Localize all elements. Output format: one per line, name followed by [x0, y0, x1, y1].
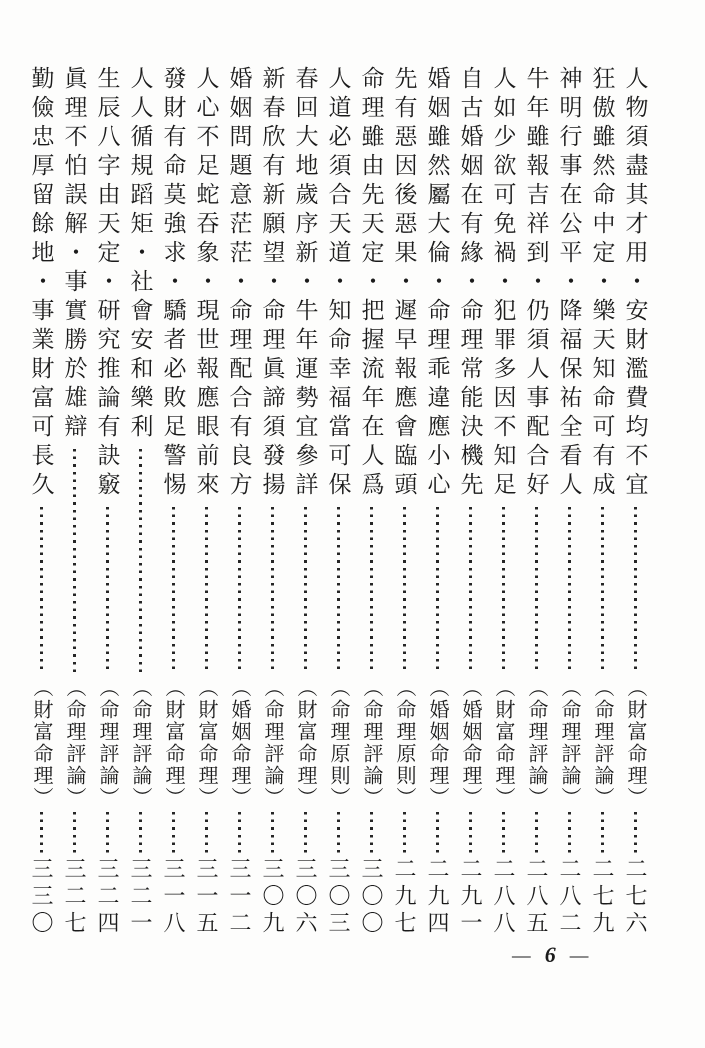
toc-entry [455, 66, 485, 938]
toc-entry [389, 66, 419, 938]
toc-entry-category: （財富命理） [162, 677, 184, 809]
toc-entry-page-number: 二八八 [491, 857, 516, 938]
toc-entry-category: （命理評論） [96, 677, 118, 809]
toc-entry-page-number: 二九四 [425, 857, 450, 938]
toc-entry [554, 66, 584, 938]
footer-page-number: 6 [544, 942, 556, 967]
toc-entry-category: （命理評論） [261, 677, 283, 809]
toc-entry-category: （命理評論） [591, 677, 613, 809]
toc-entry-page-number: 三二七 [62, 857, 87, 938]
toc-entry-title: 發財有命莫強求・驕者必敗足警惕 [160, 66, 186, 501]
toc-entry-page-number: 三一八 [161, 857, 186, 938]
toc-entry-category: （命理原則） [327, 677, 349, 809]
dotted-leader [304, 507, 307, 674]
toc-entry-page-number: 三〇〇 [359, 857, 384, 938]
dotted-leader [106, 812, 109, 854]
dotted-leader [337, 812, 340, 854]
dotted-leader [238, 812, 241, 854]
toc-entry-page-number: 二九七 [392, 857, 417, 938]
toc-entry-title: 生辰八字由天定・研究推論有訣竅 [94, 66, 120, 501]
toc-entry-category: （婚姻命理） [228, 677, 250, 809]
toc-entry-page-number: 二九一 [458, 857, 483, 938]
dotted-leader [370, 507, 373, 674]
toc-entry-title: 眞理不怕誤解・事實勝於雄辯 [61, 66, 87, 443]
toc-entry [158, 66, 188, 938]
page-number-footer [512, 942, 588, 968]
dotted-leader [568, 812, 571, 854]
toc-entry [191, 66, 221, 938]
toc-entry-category: （命理原則） [393, 677, 415, 809]
dotted-leader [436, 812, 439, 854]
dotted-leader [172, 812, 175, 854]
toc-entry-title: 新春欣有新願望・命理眞諦須發揚 [259, 66, 285, 501]
toc-entry [323, 66, 353, 938]
toc-entry-category: （財富命理） [492, 677, 514, 809]
dotted-leader [436, 507, 439, 674]
toc-entry-title: 人人循規蹈矩・社會安和樂利 [127, 66, 153, 443]
toc-entry-page-number: 三〇六 [293, 857, 318, 938]
toc-entry [257, 66, 287, 938]
toc-entry-page-number: 二八五 [524, 857, 549, 938]
toc-entry-category: （財富命理） [30, 677, 52, 809]
toc-entry-title: 人如少欲可免禍・犯罪多因不知足 [490, 66, 516, 501]
dotted-leader [205, 812, 208, 854]
dotted-leader [40, 812, 43, 854]
dotted-leader [634, 812, 637, 854]
toc-entry [488, 66, 518, 938]
toc-entry-page-number: 三一五 [194, 857, 219, 938]
dotted-leader [106, 507, 109, 674]
toc-entry-title: 牛年雖報吉祥到・仍須人事配合好 [523, 66, 549, 501]
dotted-leader [502, 507, 505, 674]
dotted-leader [271, 507, 274, 674]
toc-entry [26, 66, 56, 938]
toc-entry-page-number: 二七六 [623, 857, 648, 938]
toc-entry-page-number: 三三〇 [29, 857, 54, 938]
toc-entry-title: 春回大地歲序新・牛年運勢宜參詳 [292, 66, 318, 501]
dotted-leader [403, 507, 406, 674]
toc-entry-title: 人心不足蛇吞象・現世報應眼前來 [193, 66, 219, 501]
dotted-leader [634, 507, 637, 674]
dotted-leader [535, 812, 538, 854]
toc-entry-title: 人道必須合天道・知命幸福當可保 [325, 66, 351, 501]
toc-entry [356, 66, 386, 938]
dotted-leader [469, 812, 472, 854]
dotted-leader [601, 507, 604, 674]
toc-entry [521, 66, 551, 938]
dotted-leader [73, 812, 76, 854]
toc-entry [92, 66, 122, 938]
toc-entry-title: 神明行事在公平・降福保祐全看人 [556, 66, 582, 501]
toc-entry-title: 婚姻問題意茫茫・命理配合有良方 [226, 66, 252, 501]
dotted-leader [535, 507, 538, 674]
toc-entry-category: （命理評論） [525, 677, 547, 809]
dotted-leader [238, 507, 241, 674]
toc-entry-page-number: 三〇九 [260, 857, 285, 938]
toc-entry [125, 66, 155, 938]
dotted-leader [601, 812, 604, 854]
toc-entry-category: （婚姻命理） [459, 677, 481, 809]
dotted-leader [139, 449, 142, 674]
toc-columns [26, 66, 650, 938]
toc-entry-page-number: 三一二 [227, 857, 252, 938]
toc-entry [224, 66, 254, 938]
toc-entry-page-number: 三二一 [128, 857, 153, 938]
toc-entry-page-number: 二八二 [557, 857, 582, 938]
toc-entry [422, 66, 452, 938]
dotted-leader [172, 507, 175, 674]
toc-entry-page-number: 二七九 [590, 857, 615, 938]
dotted-leader [271, 812, 274, 854]
toc-entry-title: 命理雖由先天定・把握流年在人爲 [358, 66, 384, 501]
toc-entry-category: （命理評論） [63, 677, 85, 809]
dotted-leader [469, 507, 472, 674]
dotted-leader [568, 507, 571, 674]
footer-dash-right: — [569, 942, 589, 967]
dotted-leader [73, 449, 76, 674]
toc-entry-category: （婚姻命理） [426, 677, 448, 809]
footer-dash-left: — [512, 942, 531, 967]
toc-entry [59, 66, 89, 938]
toc-entry-category: （財富命理） [195, 677, 217, 809]
dotted-leader [205, 507, 208, 674]
dotted-leader [403, 812, 406, 854]
dotted-leader [304, 812, 307, 854]
toc-entry-category: （命理評論） [360, 677, 382, 809]
dotted-leader [370, 812, 373, 854]
toc-entry [587, 66, 617, 938]
toc-entry-title: 狂傲雖然命中定・樂天知命可有成 [589, 66, 615, 501]
toc-entry-category: （財富命理） [294, 677, 316, 809]
toc-entry [290, 66, 320, 938]
toc-entry-title: 勤儉忠厚留餘地・事業財富可長久 [28, 66, 54, 501]
toc-entry-category: （財富命理） [624, 677, 646, 809]
dotted-leader [139, 812, 142, 854]
toc-entry [620, 66, 650, 938]
toc-entry-title: 人物須盡其才用・安財濫費均不宜 [622, 66, 648, 501]
dotted-leader [40, 507, 43, 674]
toc-entry-category: （命理評論） [129, 677, 151, 809]
toc-entry-page-number: 三〇三 [326, 857, 351, 938]
toc-entry-page-number: 三二四 [95, 857, 120, 938]
toc-entry-title: 婚姻雖然屬大倫・命理乖違應小心 [424, 66, 450, 501]
toc-entry-title: 自古婚姻在有緣・命理常能決機先 [457, 66, 483, 501]
toc-entry-title: 先有惡因後惡果・遲早報應會臨頭 [391, 66, 417, 501]
toc-entry-category: （命理評論） [558, 677, 580, 809]
dotted-leader [337, 507, 340, 674]
dotted-leader [502, 812, 505, 854]
